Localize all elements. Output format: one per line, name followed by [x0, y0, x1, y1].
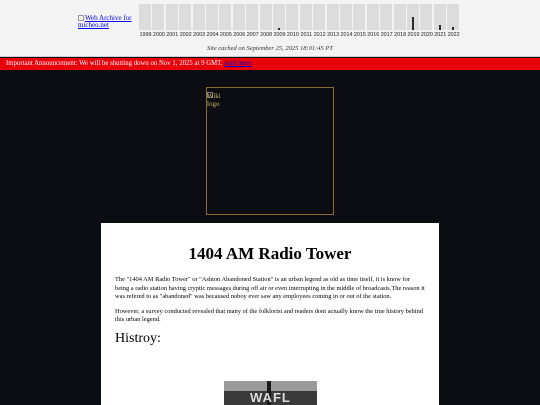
- capture-spark: [412, 17, 414, 30]
- year-timeline: [139, 4, 461, 40]
- radio-tower-photo: [224, 381, 317, 405]
- year-label: 2007: [246, 32, 259, 38]
- capture-spark: [452, 27, 454, 30]
- archive-logo-alt[interactable]: Web Archive for micheo.net: [78, 14, 132, 29]
- year-2020[interactable]: [420, 4, 433, 40]
- year-column[interactable]: [340, 4, 352, 30]
- year-column[interactable]: [380, 4, 392, 30]
- year-2019[interactable]: [407, 4, 420, 40]
- year-column[interactable]: [420, 4, 432, 30]
- year-label: 2017: [380, 32, 393, 38]
- year-2000[interactable]: [152, 4, 165, 40]
- year-label: 2011: [300, 32, 313, 38]
- year-2001[interactable]: [166, 4, 179, 40]
- year-label: 2021: [434, 32, 447, 38]
- year-label: 2014: [340, 32, 353, 38]
- year-2016[interactable]: [367, 4, 380, 40]
- year-column[interactable]: [447, 4, 459, 30]
- wiki-logo-alt: Wiki logo: [207, 92, 221, 108]
- year-column[interactable]: [327, 4, 339, 30]
- year-column[interactable]: [166, 4, 178, 30]
- archive-header: [0, 0, 540, 57]
- year-2011[interactable]: [300, 4, 313, 40]
- year-column[interactable]: [313, 4, 325, 30]
- cached-timestamp: Site cached on September 25, 2025 18:01:45 PT: [206, 45, 333, 52]
- year-label: 2001: [166, 32, 179, 38]
- announcement-banner: [0, 58, 540, 70]
- year-2010[interactable]: [286, 4, 299, 40]
- year-2017[interactable]: [380, 4, 393, 40]
- year-2009[interactable]: [273, 4, 286, 40]
- year-label: 2015: [353, 32, 366, 38]
- capture-spark: [439, 25, 441, 30]
- year-column[interactable]: [394, 4, 406, 30]
- year-label: 2016: [367, 32, 380, 38]
- read-more-link[interactable]: read more: [224, 60, 252, 67]
- year-column[interactable]: [233, 4, 245, 30]
- year-2005[interactable]: [219, 4, 232, 40]
- year-2008[interactable]: [260, 4, 273, 40]
- year-2022[interactable]: [447, 4, 460, 40]
- year-label: 2018: [394, 32, 407, 38]
- year-column[interactable]: [260, 4, 272, 30]
- year-2003[interactable]: [193, 4, 206, 40]
- year-label: 2019: [407, 32, 420, 38]
- announcement-text: Important Announcement: We will be shutting down on Nov 1, 2025 at 9 GMT.: [6, 60, 223, 67]
- year-1999[interactable]: [139, 4, 152, 40]
- year-label: 2020: [420, 32, 433, 38]
- year-label: 2013: [327, 32, 340, 38]
- article-panel: [101, 223, 439, 405]
- year-2004[interactable]: [206, 4, 219, 40]
- year-column[interactable]: [179, 4, 191, 30]
- year-label: 2005: [219, 32, 232, 38]
- history-heading: Histroy:: [115, 330, 161, 346]
- year-column[interactable]: [273, 4, 285, 30]
- year-2012[interactable]: [313, 4, 326, 40]
- year-label: 1999: [139, 32, 152, 38]
- year-label: 2010: [286, 32, 299, 38]
- year-2013[interactable]: [327, 4, 340, 40]
- year-2014[interactable]: [340, 4, 353, 40]
- year-column[interactable]: [219, 4, 231, 30]
- year-column[interactable]: [193, 4, 205, 30]
- year-label: 2004: [206, 32, 219, 38]
- year-2007[interactable]: [246, 4, 259, 40]
- wiki-logo-image: [206, 87, 334, 215]
- year-2021[interactable]: [434, 4, 447, 40]
- photo-sign-text: WAFL: [250, 390, 291, 405]
- year-2002[interactable]: [179, 4, 192, 40]
- year-label: 2009: [273, 32, 286, 38]
- year-label: 2006: [233, 32, 246, 38]
- year-column[interactable]: [286, 4, 298, 30]
- year-column[interactable]: [353, 4, 365, 30]
- year-2006[interactable]: [233, 4, 246, 40]
- year-column[interactable]: [139, 4, 151, 30]
- year-column[interactable]: [367, 4, 379, 30]
- article-paragraph-2: However, a survey conducted revealed that many of the folklorist and readers dont actually know the true history behind this urban legend.: [115, 307, 423, 324]
- year-label: 2022: [447, 32, 460, 38]
- article-title: 1404 AM Radio Tower: [188, 244, 352, 263]
- archive-logo-link[interactable]: [78, 15, 138, 29]
- year-2015[interactable]: [353, 4, 366, 40]
- year-label: 2002: [179, 32, 192, 38]
- capture-spark: [278, 28, 280, 30]
- year-column[interactable]: [206, 4, 218, 30]
- year-label: 2012: [313, 32, 326, 38]
- year-column[interactable]: [152, 4, 164, 30]
- year-label: 2003: [193, 32, 206, 38]
- year-2018[interactable]: [394, 4, 407, 40]
- year-label: 2008: [260, 32, 273, 38]
- year-column[interactable]: [246, 4, 258, 30]
- article-paragraph-1: The "1404 AM Radio Tower" or "Ashton Abandoned Station" is an urban legend as old as time itself, it is know for being a radio station having cryptic messages during off air or even interrupting in the middle of broadcasts.The reason it was refered to as "abandoned" was becaused noboy ever saw any employees coming in or out of the station.: [115, 276, 425, 301]
- year-label: 2000: [152, 32, 165, 38]
- year-column[interactable]: [300, 4, 312, 30]
